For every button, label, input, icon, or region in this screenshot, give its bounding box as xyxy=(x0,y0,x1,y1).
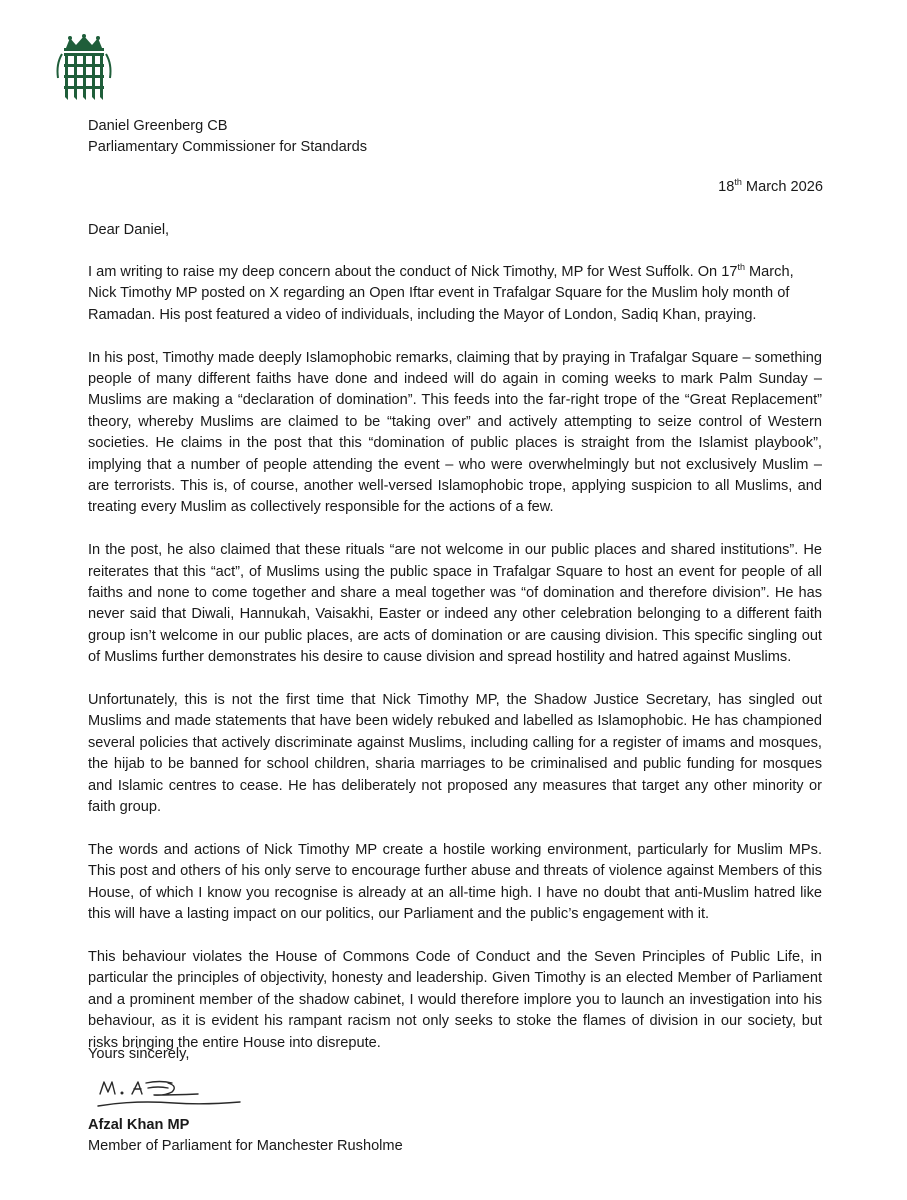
signatory-name: Afzal Khan MP xyxy=(88,1117,190,1133)
paragraph-1 xyxy=(88,262,822,326)
paragraph-3: In the post, he also claimed that these rituals “are not welcome in our public places and shared institutions”. He reiterates that this “act”, of Muslims using the public space in Trafalgar Square to host an event for people of all faiths and none to come together and share a meal together was “of domination and therefore division”. He has never said that Diwali, Hannukah, Vaisakhi, Easter or indeed any other celebration belonging to a different faith group isn’t welcome in our public places, are acts of domination or are causing division. This specific singling out of Muslims further demonstrates his desire to cause division and spread hostility and hatred against Muslims. xyxy=(88,542,822,666)
date-month-year: March 2026 xyxy=(745,179,823,195)
date-day: 18 xyxy=(718,179,735,195)
paragraph-6: This behaviour violates the House of Commons Code of Conduct and the Seven Principles of Public Life, in particular the principles of objectivity, honesty and leadership. Given Timothy is an elected Member of Parliament and a prominent member of the shadow cabinet, I would therefore implore you to launch an investigation into his behaviour, as it is evident his rampant racism not only seeks to stoke the flames of division in our society, but risks bringing the entire House into disrepute. xyxy=(88,948,822,1051)
signatory-title: Member of Parliament for Manchester Rusholme xyxy=(88,1138,403,1154)
paragraph-5: The words and actions of Nick Timothy MP create a hostile working environment, particularly for Muslim MPs. This post and others of his only serve to encourage further abuse and threats of violence against Members of this House, of which I know you recognise is already at an all-time high. I have no doubt that anti-Muslim hatred like this will have a lasting impact on our politics, our Parliament and the public’s engagement with it. xyxy=(88,841,822,923)
portcullis-icon xyxy=(52,34,116,100)
paragraph-1-part-b: March, Nick Timothy MP posted on X regarding an Open Iftar event in Trafalgar Square for the Muslim holy month of Ramadan. His post featured a video of individuals, including the Mayor of London, Sadiq Khan, praying. xyxy=(88,264,794,323)
paragraph-4: Unfortunately, this is not the first time that Nick Timothy MP, the Shadow Justice Secretary, has singled out Muslims and made statements that have been widely rebuked and labelled as Islamophobic. He has championed several policies that actively discriminate against Muslims, including calling for a register of imams and mosques, the hijab to be banned for school children, sharia marriages to be criminalised and public funding for mosques and Islamic centres to cease. He has deliberately not proposed any measures that target any other minority or faith group. xyxy=(88,692,822,816)
signature-image xyxy=(94,1072,244,1114)
closing: Yours sincerely, xyxy=(88,1046,190,1062)
paragraph-1-sup: th xyxy=(737,262,745,273)
addressee-name: Daniel Greenberg CB xyxy=(88,118,228,134)
letter-date xyxy=(718,177,823,198)
paragraph-1-part-a: I am writing to raise my deep concern about the conduct of Nick Timothy, MP for West Suffolk. On 17 xyxy=(88,264,738,280)
paragraph-2: In his post, Timothy made deeply Islamophobic remarks, claiming that by praying in Trafalgar Square – something people of many different faiths have done and indeed will do again in coming weeks to mark Palm Sunday – Muslims are making a “declaration of domination”. This feeds into the far-right trope of the “Great Replacement” theory, whereby Muslims are claimed to be “taking over” and actively attempting to seize control of Western societies. He claims in the post that this “domination of public places is straight from the Islamist playbook”, implying that a number of people attending the event – who were overwhelmingly but not exclusively Muslim – are terrorists. This is, of course, another well-versed Islamophobic trope, applying suspicion to all Muslims, and treating every Muslim as collectively responsible for the actions of a few. xyxy=(88,349,822,516)
addressee-block xyxy=(88,116,367,158)
letter-body xyxy=(88,262,822,1075)
signatory-block xyxy=(88,1115,403,1157)
salutation: Dear Daniel, xyxy=(88,222,170,238)
date-suffix: th xyxy=(734,177,742,188)
addressee-title: Parliamentary Commissioner for Standards xyxy=(88,139,368,155)
